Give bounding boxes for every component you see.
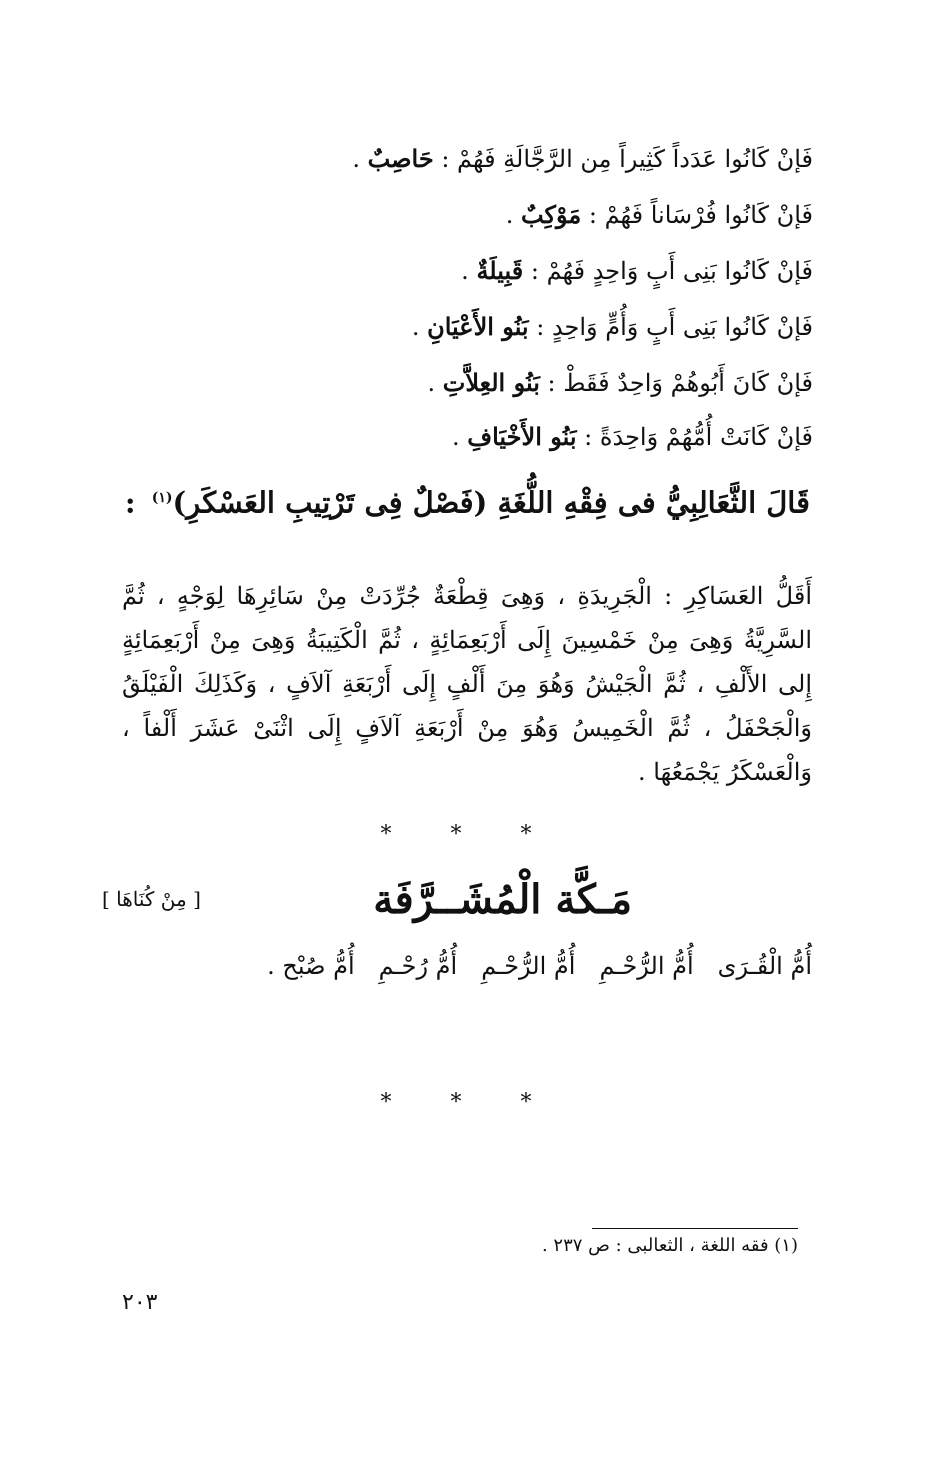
verse-term: مَوْكِبٌ: [520, 200, 582, 229]
section-heading: [120, 478, 810, 523]
verse-line: [506, 198, 813, 232]
verse-term: بَنُو الأَخْيَافِ: [467, 422, 577, 451]
name-item: أُمُّ الرُّحْـمِ: [599, 952, 694, 980]
section-title: مَـكَّة الْمُشَــرَّفَة: [373, 876, 632, 923]
section-divider-stars: * * *: [380, 822, 558, 847]
name-item: أُمُّ الْقُـرَى: [717, 952, 812, 980]
verse-end: .: [427, 369, 443, 397]
name-item: أُمُّ رُحْـمِ: [378, 952, 458, 980]
section-divider-stars: * * *: [380, 1090, 558, 1115]
verse-end: .: [451, 423, 468, 451]
verse-term: قَبِيلَةٌ: [476, 256, 524, 285]
footnote: (١) فقه اللغة ، الثعالبى : ص ٢٣٧ .: [541, 1235, 798, 1256]
verse-text: فَإنْ كَانُوا بَنِى أَبٍ وَأُمٍّ وَاحِدٍ :: [528, 313, 813, 341]
verse-end: .: [411, 313, 428, 341]
verse-end: .: [461, 257, 477, 285]
section-heading-end: :: [124, 485, 146, 520]
verse-text: فَإنْ كَانَ أَبُوهُمْ وَاحِدٌ فَقَطْ :: [539, 369, 813, 397]
name-item: أُمُّ الرُّحْـمِ: [481, 952, 576, 980]
name-item: أُمُّ صُبْح .: [267, 952, 355, 980]
verse-line: [427, 366, 813, 400]
verse-line: [352, 142, 813, 176]
body-paragraph: أَقَلُّ العَسَاكِرِ : الْجَرِيدَةِ ، وَهِىَ قِطْعَةٌ جُرِّدَتْ مِنْ سَائِرِهَا لِوَجْهٍ ، ثُمَّ السَّرِيَّةُ وَهِىَ مِنْ خَمْسِينَ إِلَى أَرْبَعِمَائِةٍ ، ثُمَّ الْكَتِيبَةُ وَهِىَ مِنْ أَرْبَعِمَائِةٍ إِلى الأَلْفِ ، ثُمَّ الْجَيْشُ وَهُوَ مِنَ أَلْفٍ إِلَى أَرْبَعَةِ آلاَفٍ ، وَكَذَلِكَ الْفَيْلَقُ وَالْجَحْفَلُ ، ثُمَّ الْخَمِيسُ وَهُوَ مِنْ أَرْبَعَةِ آلاَفٍ إِلَى اثْنَىْ عَشَرَ أَلْفاً ، وَالْعَسْكَرُ يَجْمَعُهَا .: [122, 582, 812, 786]
verse-term: حَاصِبٌ: [367, 144, 434, 173]
page-number: ٢٠٣: [122, 1290, 158, 1315]
title-note: [ مِنْ كُنَاهَا ]: [102, 887, 201, 911]
verse-line: [412, 310, 813, 344]
verse-text: فَإنْ كَانُوا فُرْسَاناً فَهُمْ :: [581, 201, 813, 229]
verse-text: فَإنْ كَانُوا عَدَداً كَثِيراً مِن الرَّجَّالَةِ فَهُمْ :: [433, 145, 813, 173]
verse-term: بَنُو الأَعْيَانِ: [427, 312, 529, 341]
title-row: [102, 872, 812, 932]
verse-line: [452, 420, 813, 454]
footnote-divider: [592, 1228, 798, 1229]
verse-end: .: [505, 201, 521, 229]
verse-text: فَإنْ كَانَتْ أُمُّهُمْ وَاحِدَةً :: [576, 423, 813, 451]
verse-text: فَإنْ كَانُوا بَنِى أَبٍ وَاحِدٍ فَهُمْ :: [523, 257, 813, 285]
verse-line: [461, 254, 813, 288]
verse-end: .: [352, 145, 368, 173]
names-list: [192, 947, 812, 985]
verse-term: بَنُو العِلاَّتِ: [442, 368, 540, 397]
section-heading-text: قَالَ الثَّعَالِبِيُّ فى فِقْهِ اللُّغَةِ (فَصْلٌ فِى تَرْتِيبِ العَسْكَرِ): [172, 485, 810, 520]
footnote-reference: (١): [151, 490, 173, 506]
